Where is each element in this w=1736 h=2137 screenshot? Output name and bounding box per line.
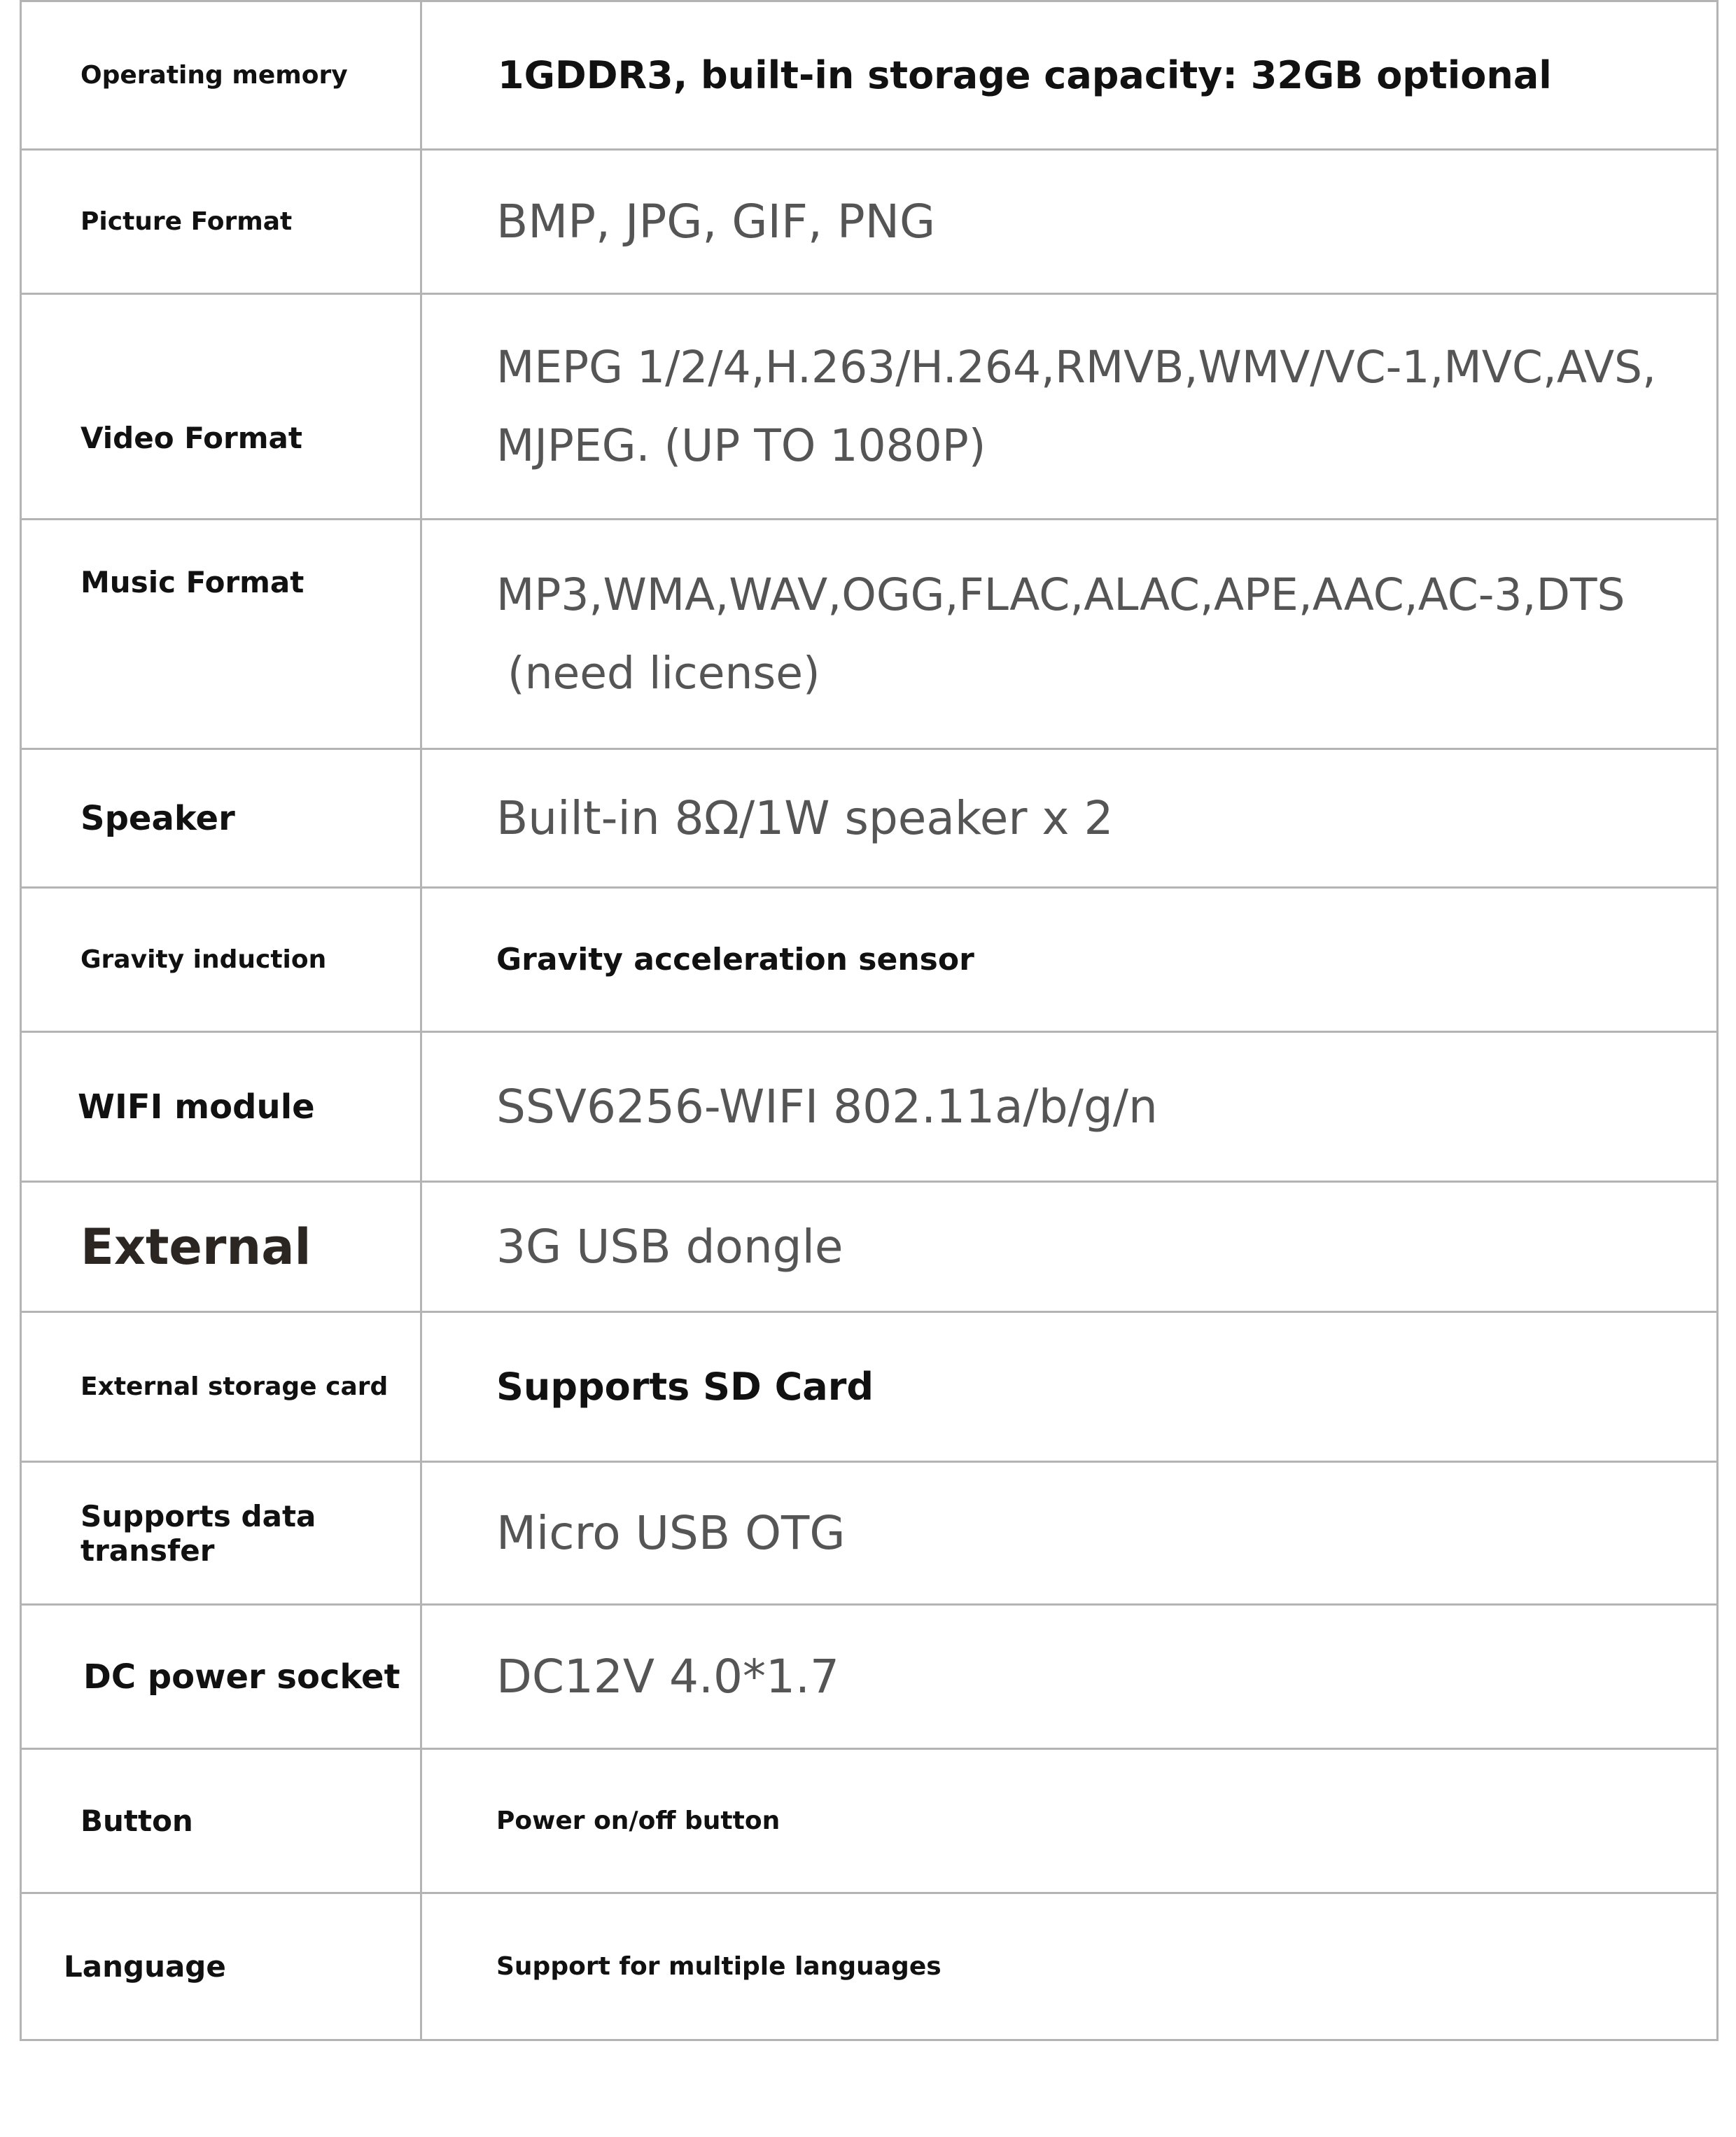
spec-value-line: MP3,WMA,WAV,OGG,FLAC,ALAC,APE,AAC,AC-3,DTS bbox=[496, 569, 1625, 620]
spec-row-language bbox=[21, 1893, 1718, 2040]
spec-row-data-transfer bbox=[21, 1462, 1718, 1605]
spec-label: Button bbox=[21, 1749, 421, 1893]
spec-value: DC12V 4.0*1.7 bbox=[421, 1605, 1718, 1749]
spec-label: DC power socket bbox=[21, 1605, 421, 1749]
spec-value: 1GDDR3, built-in storage capacity: 32GB optional bbox=[421, 1, 1718, 150]
spec-value-line: MJPEG. (UP TO 1080P) bbox=[496, 419, 986, 471]
spec-row-speaker bbox=[21, 749, 1718, 888]
spec-label: Speaker bbox=[21, 749, 421, 888]
spec-value: Built-in 8Ω/1W speaker x 2 bbox=[421, 749, 1718, 888]
spec-label: Picture Format bbox=[21, 150, 421, 294]
spec-row-dc-power-socket bbox=[21, 1605, 1718, 1749]
spec-row-external-storage-card bbox=[21, 1312, 1718, 1462]
spec-row-picture-format bbox=[21, 150, 1718, 294]
spec-value bbox=[421, 294, 1718, 520]
spec-row-gravity-induction bbox=[21, 888, 1718, 1032]
spec-row-operating-memory bbox=[21, 1, 1718, 150]
spec-value bbox=[421, 520, 1718, 749]
spec-row-music-format bbox=[21, 520, 1718, 749]
spec-value: Gravity acceleration sensor bbox=[421, 888, 1718, 1032]
spec-label: Video Format bbox=[21, 294, 421, 520]
spec-label: Gravity induction bbox=[21, 888, 421, 1032]
spec-row-external bbox=[21, 1182, 1718, 1312]
spec-value: 3G USB dongle bbox=[421, 1182, 1718, 1312]
spec-label: External storage card bbox=[21, 1312, 421, 1462]
spec-value: Micro USB OTG bbox=[421, 1462, 1718, 1605]
spec-value: SSV6256-WIFI 802.11a/b/g/n bbox=[421, 1032, 1718, 1182]
spec-value: Support for multiple languages bbox=[421, 1893, 1718, 2040]
spec-label: External bbox=[21, 1182, 421, 1312]
spec-row-wifi-module bbox=[21, 1032, 1718, 1182]
spec-value: BMP, JPG, GIF, PNG bbox=[421, 150, 1718, 294]
spec-label: Supports data transfer bbox=[21, 1462, 421, 1605]
spec-label: Language bbox=[21, 1893, 421, 2040]
spec-label: Operating memory bbox=[21, 1, 421, 150]
spec-label: WIFI module bbox=[21, 1032, 421, 1182]
spec-row-video-format bbox=[21, 294, 1718, 520]
spec-value: Power on/off button bbox=[421, 1749, 1718, 1893]
spec-label: Music Format bbox=[21, 520, 421, 749]
spec-row-button bbox=[21, 1749, 1718, 1893]
spec-value-line: MEPG 1/2/4,H.263/H.264,RMVB,WMV/VC-1,MVC,AVS, bbox=[496, 341, 1657, 393]
spec-table bbox=[20, 0, 1718, 2041]
spec-value: Supports SD Card bbox=[421, 1312, 1718, 1462]
spec-value-line: (need license) bbox=[507, 647, 820, 699]
